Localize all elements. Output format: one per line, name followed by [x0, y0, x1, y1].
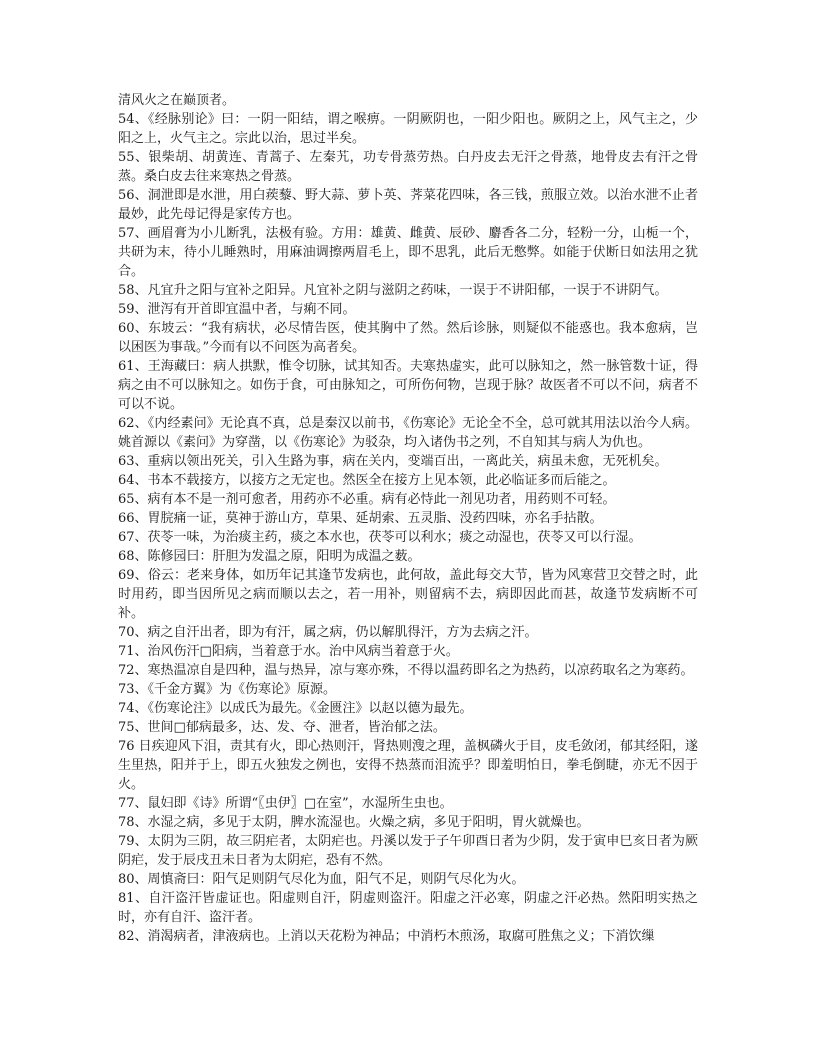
- paragraph: 清风火之在巅顶者。: [118, 93, 236, 108]
- paragraph: 68、陈修园曰：肝胆为发温之原，阳明为成温之薮。: [118, 549, 421, 564]
- paragraph: 70、病之自汗出者，即为有汗，属之病，仍以解肌得汗，方为去病之汗。: [118, 625, 538, 640]
- paragraph: 77、鼠妇即《诗》所谓“〖虫伊〗□在室”，水湿所生虫也。: [118, 796, 453, 811]
- paragraph: 75、世间□郁病最多，达、发、夺、泄者，皆治郁之法。: [118, 720, 446, 735]
- paragraph: 79、太阴为三阴，故三阴疟者，太阴疟也。丹溪以发于子午卯酉日者为少阴，发于寅申巳亥日者为厥阴疟，发于辰戌丑未日者为太阴疟，恐有不然。: [118, 834, 698, 868]
- paragraph: 54、《经脉别论》曰：一阴一阳结，谓之喉痹。一阴厥阴也，一阳少阳也。厥阴之上，风气主之，少阳之上，火气主之。宗此以治，思过半矣。: [118, 112, 698, 146]
- paragraph: 64、书本不载接方，以接方之无定也。然医全在接方上见本领，此必临证多而后能之。: [118, 473, 616, 488]
- paragraph: 65、病有本不是一剂可愈者，用药亦不必重。病有必恃此一剂见功者，用药则不可轻。: [118, 492, 616, 507]
- paragraph: 78、水湿之病，多见于太阴，脾水流湿也。火燥之病，多见于阳明，胃火就燥也。: [118, 815, 590, 830]
- document-body: [118, 91, 698, 946]
- paragraph: 69、俗云：老来身体，如历年记其逢节发病也，此何故，盖此每交大节，皆为风寒营卫交替之时，此时用药，即当因所见之病而顺以去之，若一用补，则留病不去，病即因此而甚，故逢节发病断不可补。: [118, 568, 698, 621]
- paragraph: 55、银柴胡、胡黄连、青蒿子、左秦艽，功专骨蒸劳热。白丹皮去无汗之骨蒸，地骨皮去有汗之骨蒸。桑白皮去往来寒热之骨蒸。: [118, 150, 698, 184]
- paragraph: 59、泄泻有开首即宜温中者，与痢不同。: [118, 302, 356, 317]
- paragraph: 76 日疾迎风下泪，责其有火，即心热则汗，肾热则溲之理，盖枫磷火于目，皮毛敛闭，郁其经阳，遂生里热，阳并于上，即五火独发之例也，安得不热蒸而泪流乎？即羞明怕日，拳毛倒睫，亦无不因于火。: [118, 739, 698, 792]
- paragraph: 67、茯苓一味，为治痰主药，痰之本水也，茯苓可以利水；痰之动湿也，茯苓又可以行湿。: [118, 530, 642, 545]
- paragraph: 71、治风伤汗□阳病，当着意于水。治中风病当着意于火。: [118, 644, 459, 659]
- paragraph: 66、胃脘痛一证，莫神于游山方，草果、延胡索、五灵脂、没药四味，亦名手拈散。: [118, 511, 603, 526]
- paragraph: 60、东坡云：“我有病状，必尽情告医，使其胸中了然。然后诊脉，则疑似不能惑也。我本愈病，岂以困医为事哉。”今而有以不问医为高者矣。: [118, 321, 698, 355]
- paragraph: 81、自汗盗汗皆虚证也。阳虚则自汗，阴虚则盗汗。阳虚之汗必寒，阴虚之汗必热。然阳明实热之时，亦有自汗、盗汗者。: [118, 891, 698, 925]
- paragraph: 82、消渴病者，津液病也。上消以天花粉为神品；中消朽木煎汤，取腐可胜焦之义；下消饮缫: [118, 929, 655, 944]
- paragraph: 73、《千金方翼》为《伤寒论》原源。: [118, 682, 337, 697]
- paragraph: 57、画眉膏为小儿断乳，法极有验。方用：雄黄、雌黄、辰砂、麝香各二分，轻粉一分，山栀一个，共研为末，待小儿睡熟时，用麻油调擦两眉毛上，即不思乳，此后无憋弊。如能于伏断日如法用之犹合。: [118, 226, 698, 279]
- paragraph: 56、洞泄即是水泄，用白蒺藜、野大蒜、萝卜英、荠菜花四味，各三钱，煎服立效。以治水泄不止者最妙，此先母记得是家传方也。: [118, 188, 698, 222]
- paragraph: 80、周慎斋曰：阳气足则阴气尽化为血，阳气不足，则阴气尽化为火。: [118, 872, 525, 887]
- paragraph: 58、凡宜升之阳与宜补之阳异。凡宜补之阴与滋阴之药味，一误于不讲阳郁，一误于不讲阴气。: [118, 283, 668, 298]
- paragraph: 62、《内经素问》无论真不真，总是秦汉以前书，《伤寒论》无论全不全，总可就其用法以治今人病。姚首源以《素问》为穿凿，以《伤寒论》为驳杂，均入诸伪书之列，不自知其与病人为仇也。: [118, 416, 698, 450]
- paragraph: 63、重病以领出死关，引入生路为事，病在关内，变端百出，一离此关，病虽未愈，无死机矣。: [118, 454, 668, 469]
- paragraph: 61、王海藏曰：病人拱默，惟令切脉，试其知否。夫寒热虚实，此可以脉知之，然一脉管数十证，得病之由不可以脉知之。如伤于食，可由脉知之，可所伤何物，岂现于脉？故医者不可以不问，病者不可以不说。: [118, 359, 698, 412]
- paragraph: 74、《伤寒论注》以成氏为最先。《金匮注》以赵以德为最先。: [118, 701, 473, 716]
- paragraph: 72、寒热温凉自是四种，温与热异，凉与寒亦殊，不得以温药即名之为热药，以凉药取名之为寒药。: [118, 663, 694, 678]
